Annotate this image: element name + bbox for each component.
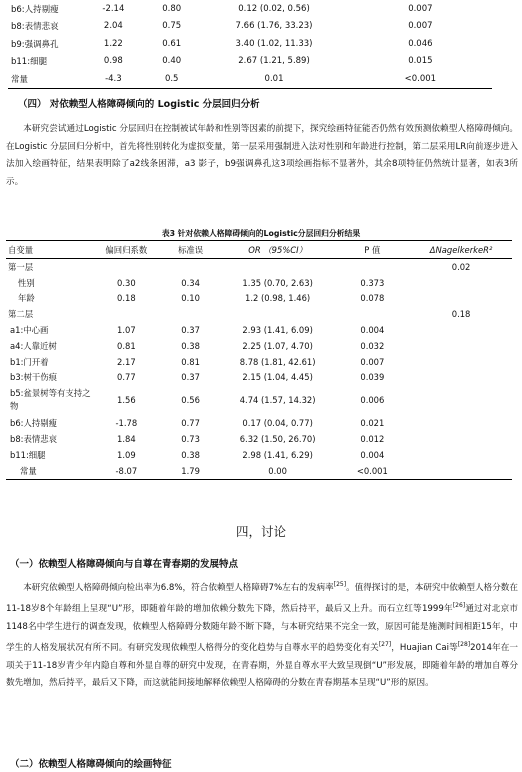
p-value-cell: <0.001	[335, 463, 411, 479]
empty-cell	[335, 259, 411, 275]
p-value-cell: <0.001	[349, 70, 492, 88]
p-value-cell: 0.046	[408, 38, 433, 49]
coefficient-cell: 1.07	[117, 325, 136, 336]
citation-marker: [25]	[333, 581, 347, 588]
table-row	[8, 0, 492, 18]
odds-ratio-cell: 0.01	[199, 70, 348, 88]
std-error-cell: 0.40	[162, 56, 182, 67]
empty-cell	[410, 354, 512, 370]
delta-r2-cell: 0.18	[451, 309, 471, 320]
odds-ratio-cell: 0.00	[221, 463, 335, 479]
std-error-cell: 0.81	[181, 356, 200, 367]
table-row	[6, 275, 512, 291]
table-row	[6, 431, 512, 447]
header-odds-ratio: OR （95%CI）	[221, 241, 335, 259]
variable-cell: b9:强调鼻孔	[11, 39, 59, 50]
table-row	[8, 18, 492, 36]
discussion-sub2-heading: （二）依赖型人格障碍倾向的绘画特征	[10, 759, 172, 770]
std-error-cell: 1.79	[161, 463, 221, 479]
odds-ratio-cell: 0.17 (0.04, 0.77)	[242, 418, 313, 429]
std-error-cell: 0.73	[181, 434, 200, 445]
p-value-cell: 0.021	[360, 418, 385, 429]
empty-cell	[410, 338, 512, 354]
citation-marker: [28]	[457, 641, 471, 649]
table-row	[8, 53, 492, 71]
variable-cell: a1:中心画	[10, 325, 49, 336]
empty-cell	[410, 275, 512, 291]
citation-marker: [26]	[452, 602, 466, 610]
p-value-cell: 0.004	[360, 325, 385, 336]
odds-ratio-cell: 0.12 (0.02, 0.56)	[238, 3, 310, 14]
odds-ratio-cell: 7.66 (1.76, 33.23)	[235, 21, 313, 32]
p-value-cell: 0.015	[408, 56, 433, 67]
p-value-cell: 0.007	[360, 356, 385, 367]
coefficient-cell: -2.14	[102, 3, 125, 14]
std-error-cell: 0.37	[181, 372, 200, 383]
table3-header-row	[6, 241, 512, 259]
table-row	[6, 354, 512, 370]
p-value-cell: 0.007	[408, 3, 433, 14]
variable-cell: b1:门开着	[10, 356, 49, 367]
table-row	[8, 70, 492, 88]
section4-paragraph: 本研究尝试通过Logistic 分层回归在控制被试年龄和性别等因素的前提下，探究绘画特征能否仍然有效预测依赖型人格障碍倾向。在Logistic 分层回归分析中，首先将性别转化为虚拟变量，第一层采用强制进入法对性别和年龄进行控制，第二层采用LR向前逐步进入法加入绘画特征，结果表明除了a2线条困滞，a3 影子，b9强调鼻孔这3项绘画指标不显著外，其余8项特征仍然统计显著，如表3所示。	[6, 124, 518, 187]
table-row	[6, 463, 512, 479]
coefficient-cell: 1.22	[103, 38, 123, 49]
table-row	[6, 385, 512, 415]
table-row	[6, 415, 512, 431]
empty-cell	[92, 259, 161, 275]
variable-cell: b6:人持剔瘦	[10, 418, 57, 429]
odds-ratio-cell: 1.35 (0.70, 2.63)	[242, 277, 313, 288]
coefficient-cell: 1.56	[117, 395, 136, 406]
odds-ratio-cell: 2.67 (1.21, 5.89)	[238, 56, 310, 67]
p-value-cell: 0.006	[360, 395, 385, 406]
coefficient-cell: 0.18	[117, 293, 136, 304]
std-error-cell: 0.56	[181, 395, 200, 406]
discussion-title: 四，讨论	[235, 524, 286, 539]
odds-ratio-cell: 2.25 (1.07, 4.70)	[242, 340, 313, 351]
coefficient-cell: 0.30	[117, 277, 136, 288]
std-error-cell: 0.37	[181, 325, 200, 336]
variable-cell: 年龄	[18, 293, 35, 304]
header-std-error: 标准误	[161, 241, 221, 259]
header-p-value: P 值	[335, 241, 411, 259]
variable-cell: b8:表情悲哀	[11, 22, 59, 33]
std-error-cell: 0.77	[181, 418, 200, 429]
coefficient-cell: 1.84	[117, 434, 136, 445]
table-row	[6, 338, 512, 354]
empty-cell	[92, 306, 161, 322]
header-coefficient: 偏回归系数	[92, 241, 161, 259]
std-error-cell: 0.34	[181, 277, 200, 288]
std-error-cell: 0.80	[162, 3, 182, 14]
discussion-sub1-paragraph: 本研究依赖型人格障碍倾向检出率为6.8%，符合依赖型人格障碍7%左右的发病率[25]。值得探讨的是，本研究中依赖型人格分数在11-18岁8个年龄组上呈现“U”形，即随着年龄的增加依赖分数先下降，然后持平，最后又上升。而石立红等1999年[26]通过对北京市1148名中学生进行的调查发现，依赖型人格障碍分数随年龄不断下降，与本研究结果不完全一致，原因可能是施测时间相距15年，中学生的人格发展状况有所不同。有研究发现依赖型人格得分的变化趋势与自尊水平的趋势变化有关[27]，Huajian Cai等[28]2014年在一项关于11-18岁青少年内隐自尊和外显自尊的研究中发现，在青春期，外显自尊水平大致呈现倒“U”形发展，即随着年龄的增加自尊分数先增加，然后持平，最后又下降，而这就能间接地解释依赖型人格障碍的分数在青春期基本呈现“U”形的原因。	[6, 581, 518, 689]
empty-cell	[410, 370, 512, 386]
table-row	[8, 35, 492, 53]
p-value-cell: 0.373	[360, 277, 385, 288]
delta-r2-cell: 0.02	[451, 261, 471, 272]
empty-cell	[221, 306, 335, 322]
odds-ratio-cell: 4.74 (1.57, 14.32)	[239, 395, 316, 406]
empty-cell	[410, 322, 512, 338]
layer-label: 第一层	[8, 261, 34, 272]
layer1-row	[6, 259, 512, 275]
empty-cell	[410, 415, 512, 431]
layer2-row	[6, 306, 512, 322]
section4-heading: （四） 对依赖型人格障碍倾向的 Logistic 分层回归分析	[18, 99, 260, 110]
variable-cell: 常量	[8, 70, 83, 88]
p-value-cell: 0.078	[360, 293, 385, 304]
table-row	[6, 291, 512, 307]
std-error-cell: 0.75	[162, 21, 182, 32]
std-error-cell: 0.38	[181, 340, 200, 351]
variable-cell: b11:细腿	[10, 449, 46, 460]
empty-cell	[410, 385, 512, 415]
std-error-cell: 0.5	[144, 70, 199, 88]
table-row	[6, 322, 512, 338]
empty-cell	[410, 447, 512, 463]
empty-cell	[161, 306, 221, 322]
coefficient-cell: -4.3	[83, 70, 144, 88]
p-value-cell: 0.032	[360, 340, 385, 351]
header-variable: 自变量	[6, 241, 92, 259]
std-error-cell: 0.10	[181, 293, 200, 304]
odds-ratio-cell: 2.98 (1.41, 6.29)	[242, 449, 313, 460]
empty-cell	[161, 259, 221, 275]
coefficient-cell: 2.17	[117, 356, 136, 367]
coefficient-cell: 1.09	[117, 449, 136, 460]
std-error-cell: 0.61	[162, 38, 182, 49]
variable-cell: b3:树干伤痕	[10, 372, 57, 383]
empty-cell	[410, 431, 512, 447]
p-value-cell: 0.012	[360, 434, 385, 445]
odds-ratio-cell: 1.2 (0.98, 1.46)	[245, 293, 311, 304]
citation-marker: [27]	[378, 641, 392, 649]
coefficient-cell: 2.04	[103, 21, 123, 32]
variable-cell: b6:人持剔瘦	[11, 4, 59, 15]
table3-caption: 表3 针对依赖人格障碍倾向的Logistic分层回归分析结果	[161, 229, 361, 238]
table2-continuation	[8, 0, 492, 89]
coefficient-cell: 0.98	[103, 56, 123, 67]
odds-ratio-cell: 2.93 (1.41, 6.09)	[242, 325, 313, 336]
table-row	[6, 370, 512, 386]
empty-cell	[221, 259, 335, 275]
variable-cell: 常量	[6, 463, 92, 479]
layer-label: 第二层	[8, 309, 34, 320]
coefficient-cell: -1.78	[115, 418, 138, 429]
variable-cell: a4:人靠近树	[10, 340, 57, 351]
empty-cell	[410, 463, 512, 479]
odds-ratio-cell: 8.78 (1.81, 42.61)	[239, 356, 316, 367]
discussion-sub1-heading: （一）依赖型人格障碍倾向与自尊在青春期的发展特点	[10, 559, 239, 570]
table3	[6, 240, 512, 480]
coefficient-cell: -8.07	[92, 463, 161, 479]
odds-ratio-cell: 2.15 (1.04, 4.45)	[242, 372, 313, 383]
coefficient-cell: 0.81	[117, 340, 136, 351]
empty-cell	[410, 291, 512, 307]
odds-ratio-cell: 3.40 (1.02, 11.33)	[235, 38, 313, 49]
p-value-cell: 0.039	[360, 372, 385, 383]
empty-cell	[335, 306, 411, 322]
p-value-cell: 0.007	[408, 21, 433, 32]
variable-cell: b8:表情悲哀	[10, 434, 57, 445]
table-row	[6, 447, 512, 463]
variable-cell: b5:盆景树等有支持之物	[10, 388, 91, 412]
variable-cell: 性别	[18, 277, 35, 288]
std-error-cell: 0.38	[181, 449, 200, 460]
variable-cell: b11:细腿	[11, 57, 48, 68]
p-value-cell: 0.004	[360, 449, 385, 460]
header-delta-r2: ΔNagelkerkeR²	[410, 241, 512, 259]
coefficient-cell: 0.77	[117, 372, 136, 383]
odds-ratio-cell: 6.32 (1.50, 26.70)	[239, 434, 316, 445]
